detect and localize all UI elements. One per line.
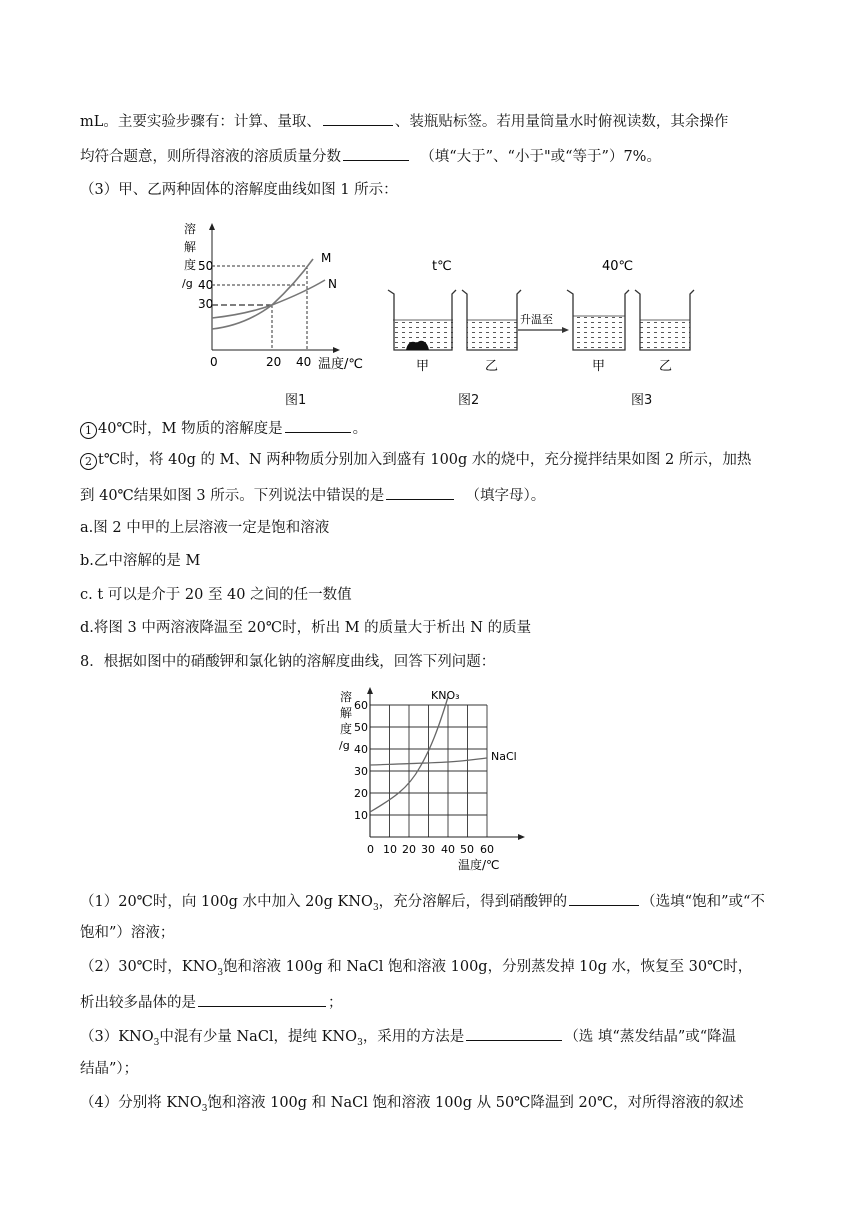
q7-line1-text-b: 、装瓶贴标签。若用量筒量水时俯视读数，其余操作 bbox=[394, 114, 729, 130]
q8-label-kno3: KNO₃ bbox=[431, 689, 460, 702]
beaker-jia-fig2 bbox=[388, 290, 456, 350]
fig1-label-n: N bbox=[328, 277, 337, 291]
q8-p2-line1 bbox=[80, 957, 752, 983]
q8-p3-text-a: （3）KNO bbox=[80, 1029, 154, 1045]
fig1-x-arrow bbox=[333, 347, 340, 353]
q8-p3-text-d: （选 填“蒸发结晶”或“降温 bbox=[564, 1029, 737, 1045]
q8-xtick: 50 bbox=[460, 843, 474, 856]
q7-sub1 bbox=[80, 417, 367, 439]
q7-line2-text-a: 均符合题意，则所得溶液的溶质质量分数 bbox=[80, 149, 341, 165]
q8-p1-text-a: （1）20℃时，向 100g 水中加入 20g KNO bbox=[80, 894, 373, 910]
option-c: c. t 可以是介于 20 至 40 之间的任一数值 bbox=[80, 587, 352, 603]
q8-p1-line2: 饱和”）溶液； bbox=[80, 925, 175, 941]
q8-x-arrow bbox=[518, 834, 525, 840]
fig2-temperature: t℃ bbox=[432, 259, 452, 274]
q7-line2-text-b: （填“大于”、“小于"或“等于”）7%。 bbox=[420, 149, 661, 165]
option-a: a.图 2 中甲的上层溶液一定是饱和溶液 bbox=[80, 520, 330, 536]
q8-ylabel-char: /g bbox=[339, 739, 350, 752]
fig1-caption: 图1 bbox=[285, 393, 307, 408]
q8-label-nacl: NaCl bbox=[491, 750, 517, 763]
q8-ytick: 60 bbox=[354, 699, 368, 712]
q7-line1-text-a: mL。主要实验步骤有：计算、量取、 bbox=[80, 114, 321, 130]
q7-sub2-line2-text-a: 到 40℃结果如图 3 所示。下列说法中错误的是 bbox=[80, 488, 385, 504]
q8-p2-text-a: （2）30℃时，KNO bbox=[80, 959, 218, 975]
fig1-xtick: 0 bbox=[210, 355, 218, 369]
q8-p2-line2-end: ； bbox=[328, 995, 343, 1011]
option-d: d.将图 3 中两溶液降温至 20℃时，析出 M 的质量大于析出 N 的质量 bbox=[80, 620, 532, 636]
fig2-label-yi: 乙 bbox=[485, 359, 499, 374]
answer-blank-solubility[interactable] bbox=[285, 417, 351, 433]
fig2-caption: 图2 bbox=[458, 393, 480, 408]
q7-sub2-line2-text-b: （填字母）。 bbox=[465, 488, 546, 504]
q8-p3-text-c: ，采用的方法是 bbox=[362, 1029, 465, 1045]
fig2-label-jia: 甲 bbox=[416, 359, 430, 374]
q8-ylabel-char: 度 bbox=[340, 722, 353, 736]
q8-p4-text-b: 饱和溶液 100g 和 NaCl 饱和溶液 100g 从 50℃降温到 20℃，对所得溶液的叙述 bbox=[207, 1095, 744, 1111]
q8-y-arrow bbox=[367, 687, 373, 694]
answer-blank-crystal[interactable] bbox=[198, 991, 326, 1007]
subscript: 3 bbox=[201, 1103, 208, 1114]
q8-solubility-chart bbox=[330, 685, 540, 875]
q8-ytick: 40 bbox=[354, 743, 368, 756]
q8-ylabel-char: 解 bbox=[340, 706, 353, 720]
q8-p3-text-b: 中混有少量 NaCl，提纯 KNO bbox=[159, 1029, 358, 1045]
circled-number-2: 2 bbox=[80, 453, 97, 470]
q8-ytick: 30 bbox=[354, 765, 368, 778]
q8-stem: 8．根据如图中的硝酸钾和氯化钠的溶解度曲线，回答下列问题： bbox=[80, 654, 496, 670]
answer-blank-choice[interactable] bbox=[386, 484, 454, 500]
heat-arrow bbox=[518, 327, 569, 333]
beaker-jia-fig3 bbox=[567, 290, 629, 350]
q8-p4-text-a: （4）分别将 KNO bbox=[80, 1095, 202, 1111]
q8-p2-line2-text: 析出较多晶体的是 bbox=[80, 995, 196, 1011]
answer-blank-fraction[interactable] bbox=[343, 145, 409, 161]
fig1-ytick: 40 bbox=[198, 278, 214, 292]
q8-ytick: 50 bbox=[354, 721, 368, 734]
q7-line1 bbox=[80, 110, 728, 132]
fig1-xtick: 40 bbox=[296, 355, 312, 369]
fig1-xtick: 20 bbox=[266, 355, 282, 369]
fig1-ytick: 30 bbox=[198, 297, 214, 311]
q8-p1-text-b: ，充分溶解后，得到硝酸钾的 bbox=[378, 894, 568, 910]
beaker-yi-fig2 bbox=[462, 290, 521, 350]
fig1-ylabel-char: 度 bbox=[184, 258, 197, 272]
q8-ylabel-char: 溶 bbox=[340, 690, 353, 704]
subscript: 3 bbox=[217, 967, 224, 978]
fig3-label-jia: 甲 bbox=[592, 359, 606, 374]
fig3-caption: 图3 bbox=[631, 393, 653, 408]
q7-part3: （3）甲、乙两种固体的溶解度曲线如图 1 所示： bbox=[80, 182, 398, 198]
figure2-3-beakers bbox=[380, 250, 700, 378]
q8-xtick: 10 bbox=[383, 843, 397, 856]
fig1-ylabel-char: 溶 bbox=[184, 222, 197, 236]
q8-xtick: 60 bbox=[480, 843, 494, 856]
q7-sub1-end: 。 bbox=[352, 421, 368, 437]
figure1-solubility-chart bbox=[170, 215, 380, 380]
q8-p2-text-b: 饱和溶液 100g 和 NaCl 饱和溶液 100g，分别蒸发掉 10g 水，恢复至 30℃时， bbox=[223, 959, 753, 975]
option-b: b.乙中溶解的是 M bbox=[80, 553, 201, 569]
subscript: 3 bbox=[357, 1037, 363, 1048]
fig1-ylabel-char: 解 bbox=[184, 240, 197, 254]
subscript: 3 bbox=[372, 902, 379, 913]
beaker-yi-fig3 bbox=[635, 290, 694, 350]
q7-sub2-line1 bbox=[80, 450, 751, 470]
fig3-label-yi: 乙 bbox=[659, 359, 673, 374]
q7-sub1-text: 40℃时，M 物质的溶解度是 bbox=[98, 421, 283, 437]
q8-p3-line1 bbox=[80, 1025, 736, 1053]
fig1-curve-n bbox=[212, 280, 325, 318]
q8-xtick: 40 bbox=[441, 843, 455, 856]
q8-p3-line2: 结晶”）； bbox=[80, 1061, 139, 1077]
answer-blank-method[interactable] bbox=[466, 1025, 562, 1041]
q8-xlabel: 温度/℃ bbox=[458, 858, 500, 872]
q7-line2 bbox=[80, 145, 661, 167]
fig1-xlabel: 温度/℃ bbox=[318, 357, 363, 372]
fig3-temperature: 40℃ bbox=[602, 259, 634, 274]
fig1-label-m: M bbox=[321, 251, 332, 265]
q8-ytick: 20 bbox=[354, 787, 368, 800]
q8-xtick: 0 bbox=[367, 843, 374, 856]
q8-ytick: 10 bbox=[354, 809, 368, 822]
answer-blank-saturation[interactable] bbox=[569, 890, 639, 906]
arrow-label: 升温至 bbox=[520, 313, 553, 326]
circled-number-1: 1 bbox=[80, 422, 97, 439]
fig1-ylabel-char: /g bbox=[182, 277, 193, 290]
q8-p1-line1 bbox=[80, 890, 765, 918]
q8-p2-line2 bbox=[80, 991, 343, 1013]
q8-xtick: 30 bbox=[421, 843, 435, 856]
answer-blank-step[interactable] bbox=[323, 110, 393, 126]
q8-grid bbox=[370, 705, 487, 837]
fig1-y-arrow bbox=[209, 223, 215, 230]
q8-p4-line1 bbox=[80, 1093, 744, 1119]
q7-sub2-line1-text: t℃时，将 40g 的 M、N 两种物质分别加入到盛有 100g 水的烧中，充分搅拌结果如图 2 所示，加热 bbox=[98, 452, 752, 468]
q8-xtick: 20 bbox=[402, 843, 416, 856]
q7-sub2-line2 bbox=[80, 484, 545, 506]
q8-p1-text-c: （选填“饱和”或“不 bbox=[641, 894, 765, 910]
fig1-ytick: 50 bbox=[198, 259, 214, 273]
subscript: 3 bbox=[153, 1037, 160, 1048]
